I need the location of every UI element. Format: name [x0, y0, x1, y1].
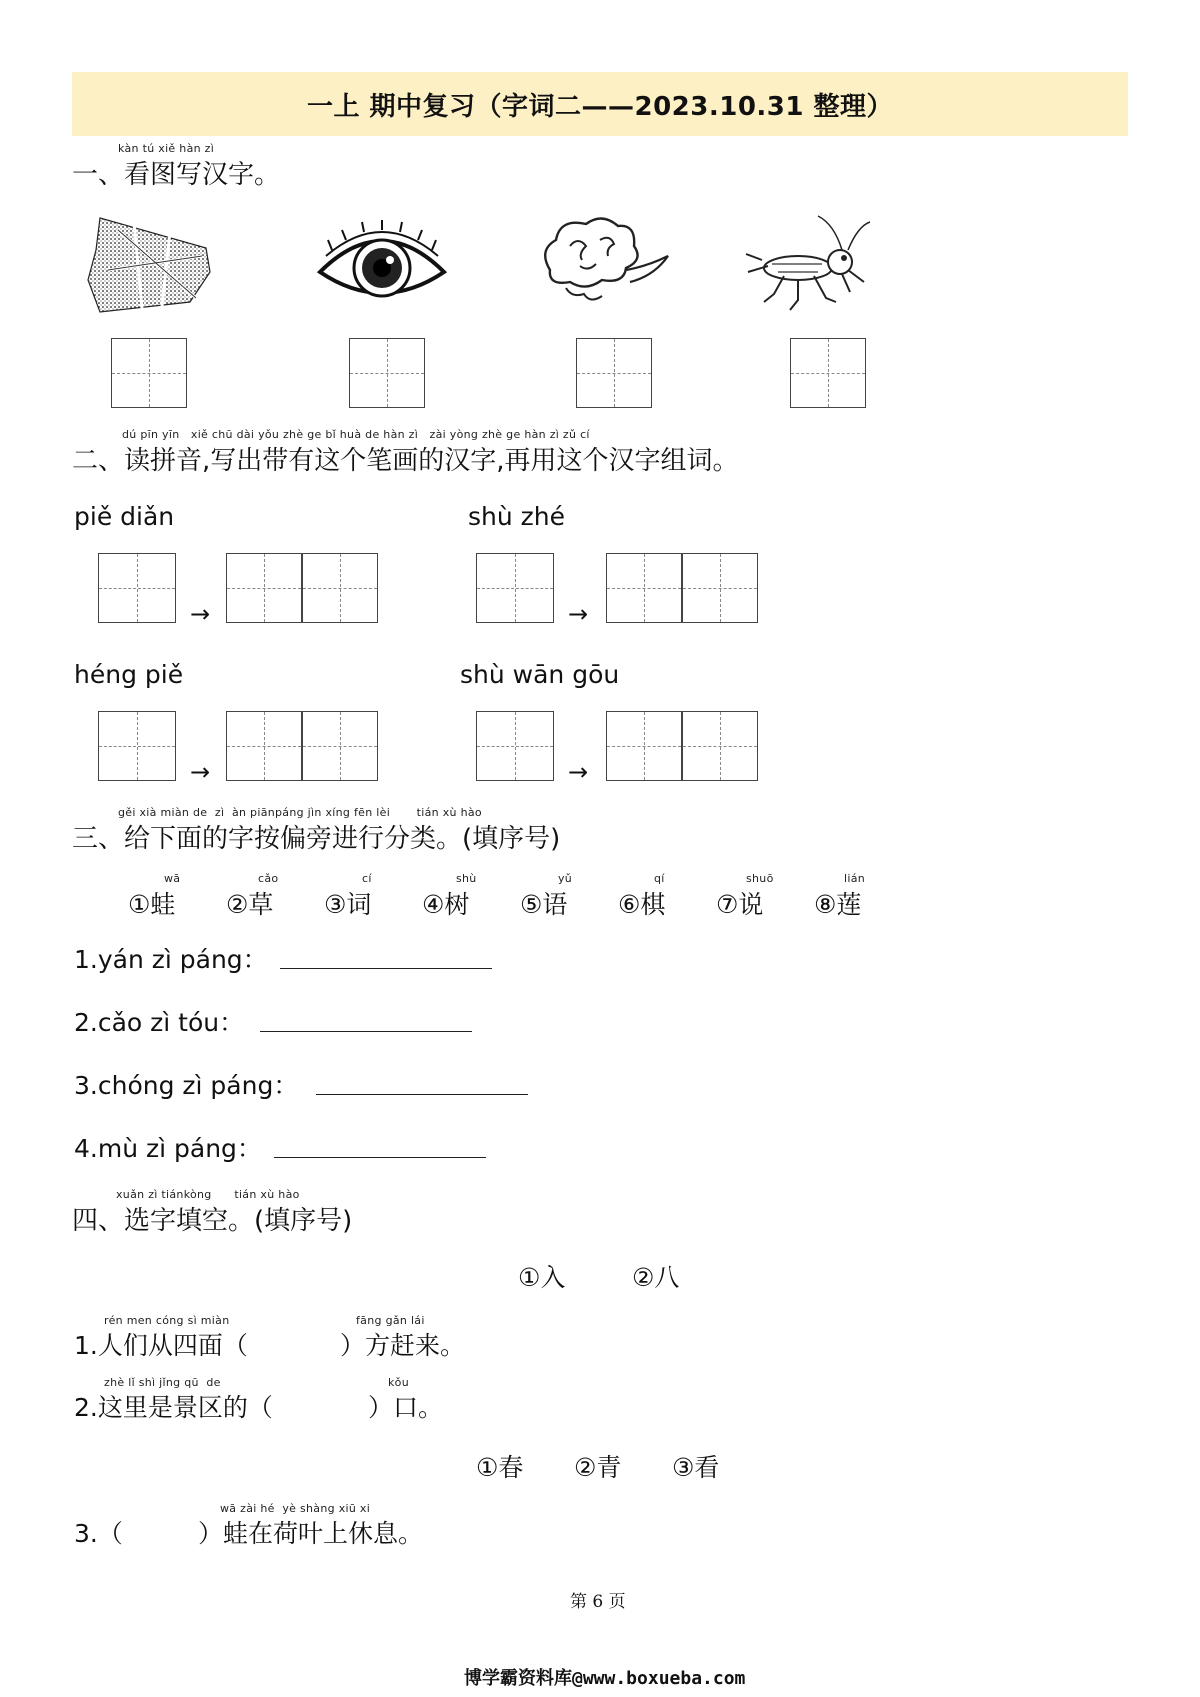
page-title: 一上 期中复习（字词二——2023.10.31 整理） [306, 91, 894, 122]
q3-pinyin: wā zài hé yè shàng xiū xi [220, 1502, 371, 1515]
char-option: wā ①蛙 [128, 872, 181, 919]
page-number: 第 6 页 [570, 1592, 626, 1612]
fill-question: 3.（ [74, 1519, 123, 1548]
char-box[interactable] [98, 553, 176, 623]
q1-pinyin: fāng gǎn lái [356, 1314, 425, 1327]
word-box[interactable] [606, 711, 682, 781]
arrow-icon: → [190, 600, 211, 628]
char-option: shuō ⑦说 [716, 872, 774, 919]
word-box[interactable] [302, 711, 378, 781]
fill-question: ）方赶来。 [340, 1331, 466, 1360]
source-watermark: 博学霸资料库@www.boxueba.com [464, 1668, 746, 1689]
fill-option: ②八 [632, 1263, 680, 1292]
section1-heading: 一、看图写汉字。 [72, 160, 281, 190]
stroke-label: shù zhé [468, 502, 566, 531]
word-box[interactable] [302, 553, 378, 623]
word-box[interactable] [226, 711, 302, 781]
char-option: cǎo ②草 [226, 872, 279, 919]
arrow-icon: → [568, 758, 589, 786]
answer-box[interactable] [790, 338, 866, 408]
answer-box[interactable] [576, 338, 652, 408]
fill-option: ①春 [476, 1453, 524, 1482]
answer-line[interactable] [260, 1031, 472, 1032]
section2-pinyin: dú pīn yīn xiě chū dài yǒu zhè ge bǐ huà de hàn zì zài yòng zhè ge hàn zì zǔ cí [122, 428, 590, 441]
stroke-label: piě diǎn [74, 502, 175, 531]
category-question: 1.yán zì páng： [74, 945, 268, 974]
fill-question: 1.人们从四面（ [74, 1331, 248, 1360]
word-box[interactable] [682, 553, 758, 623]
char-option: lián ⑧莲 [814, 872, 866, 919]
char-option: cí ③词 [324, 872, 372, 919]
char-box[interactable] [98, 711, 176, 781]
insect-icon [738, 210, 878, 320]
section4-pinyin: xuǎn zì tiánkòng tián xù hào [116, 1188, 300, 1201]
answer-line[interactable] [316, 1094, 528, 1095]
category-question: 3.chóng zì páng： [74, 1071, 299, 1100]
fill-question: 2.这里是景区的（ [74, 1393, 273, 1422]
q2-pinyin: kǒu [388, 1376, 409, 1389]
section3-pinyin: gěi xià miàn de zì àn piānpáng jìn xíng fēn lèi tián xù hào [118, 806, 482, 819]
char-option: shù ④树 [422, 872, 477, 919]
title-bar [72, 72, 1128, 136]
char-option: qí ⑥棋 [618, 872, 666, 919]
arrow-icon: → [568, 600, 589, 628]
field-icon [78, 210, 218, 320]
q2-pinyin: zhè lǐ shì jǐng qū de [104, 1376, 221, 1389]
q1-pinyin: rén men cóng sì miàn [104, 1314, 230, 1327]
section1-pinyin: kàn tú xiě hàn zì [118, 142, 215, 155]
answer-box[interactable] [111, 338, 187, 408]
answer-line[interactable] [280, 968, 492, 969]
char-box[interactable] [476, 553, 554, 623]
category-question: 4.mù zì páng： [74, 1134, 262, 1163]
fill-question: ）口。 [368, 1393, 444, 1422]
category-question: 2.cǎo zì tóu： [74, 1008, 245, 1037]
word-box[interactable] [226, 553, 302, 623]
section4-heading: 四、选字填空。(填序号) [72, 1206, 353, 1236]
section2-heading: 二、读拼音,写出带有这个笔画的汉字,再用这个汉字组词。 [72, 446, 739, 476]
answer-line[interactable] [274, 1157, 486, 1158]
stroke-label: héng piě [74, 660, 184, 689]
word-box[interactable] [606, 553, 682, 623]
char-box[interactable] [476, 711, 554, 781]
fill-question: ）蛙在荷叶上休息。 [198, 1519, 424, 1548]
section3-heading: 三、给下面的字按偏旁进行分类。(填序号) [72, 824, 561, 854]
cloud-icon [530, 210, 670, 320]
eye-icon [312, 210, 452, 320]
word-box[interactable] [682, 711, 758, 781]
answer-box[interactable] [349, 338, 425, 408]
char-options [128, 872, 908, 932]
arrow-icon: → [190, 758, 211, 786]
fill-option: ③看 [672, 1453, 720, 1482]
fill-option: ②青 [574, 1453, 622, 1482]
stroke-label: shù wān gōu [460, 660, 620, 689]
fill-option: ①入 [518, 1263, 566, 1292]
char-option: yǔ ⑤语 [520, 872, 573, 919]
